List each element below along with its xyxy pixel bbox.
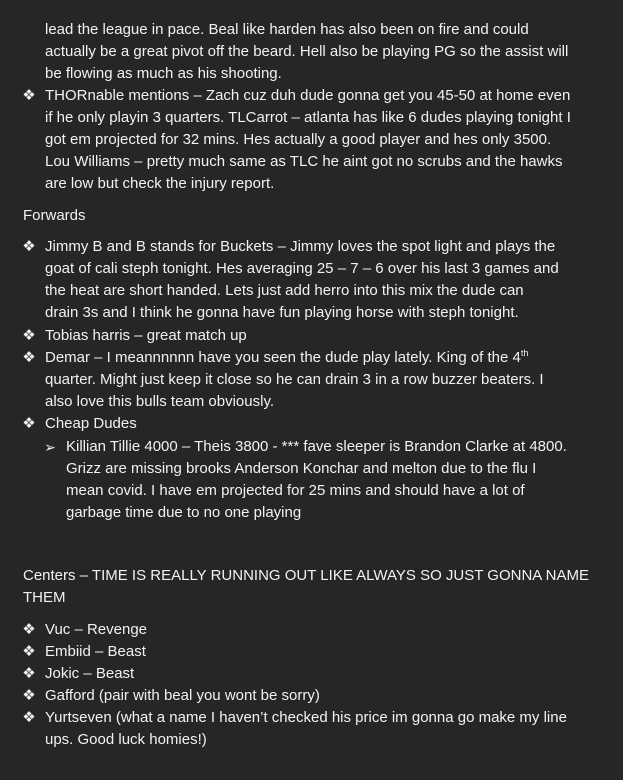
bullet-text-line: got em projected for 32 mins. Hes actually a good player and hes only 3500. [45, 131, 552, 148]
sub-bullet-text-line: garbage time due to no one playing [66, 504, 302, 521]
bullet-text-line: Tobias harris – great match up [45, 327, 247, 344]
sub-bullet-text-line: Killian Tillie 4000 – Theis 3800 - *** fave sleeper is Brandon Clarke at 4800. [66, 438, 567, 455]
paragraph-line: lead the league in pace. Beal like harden has also been on fire and could [45, 21, 529, 38]
superscript-th: th [520, 348, 529, 358]
sub-bullet-text-line: mean covid. I have em projected for 25 mins and should have a lot of [66, 482, 525, 499]
bullet-text-line: are low but check the injury report. [45, 175, 275, 192]
bullet-text-line: goat of cali steph tonight. Hes averaging 25 – 7 – 6 over his last 3 games and [45, 260, 559, 277]
section-heading-centers: THEM [23, 589, 66, 606]
bullet-text-line: Cheap Dudes [45, 415, 137, 432]
bullet-text-line: also love this bulls team obviously. [45, 393, 274, 410]
paragraph-line: be flowing as much as his shooting. [45, 65, 282, 82]
bullet-text-line: the heat are short handed. Lets just add herro into this mix the dude can [45, 282, 524, 299]
bullet-icon: ❖ [22, 238, 36, 255]
bullet-icon: ❖ [22, 709, 36, 726]
bullet-icon: ❖ [22, 415, 36, 432]
bullet-icon: ❖ [22, 349, 36, 366]
bullet-text-line: THORnable mentions – Zach cuz duh dude gonna get you 45-50 at home even [45, 87, 571, 104]
section-heading-forwards: Forwards [23, 207, 86, 224]
demar-line-text: Demar – I meannnnnn have you seen the dude play lately. King of the 4 [45, 349, 521, 366]
bullet-icon: ❖ [22, 687, 36, 704]
bullet-text-line: Lou Williams – pretty much same as TLC he aint got no scrubs and the hawks [45, 153, 563, 170]
paragraph-line: actually be a great pivot off the beard. Hell also be playing PG so the assist will [45, 43, 569, 60]
bullet-icon: ❖ [22, 665, 36, 682]
bullet-icon: ❖ [22, 87, 36, 104]
bullet-text-line: Gafford (pair with beal you wont be sorry) [45, 687, 320, 704]
bullet-icon: ❖ [22, 327, 36, 344]
bullet-text-line [45, 347, 528, 369]
bullet-text-line: Yurtseven (what a name I haven’t checked his price im gonna go make my line [45, 709, 567, 726]
bullet-text-line: Embiid – Beast [45, 643, 146, 660]
bullet-text-line: drain 3s and I think he gonna have fun playing horse with steph tonight. [45, 304, 519, 321]
bullet-text-line: if he only playin 3 quarters. TLCarrot – atlanta has like 6 dudes playing tonight I [45, 109, 571, 126]
bullet-icon: ❖ [22, 643, 36, 660]
bullet-text-line: ups. Good luck homies!) [45, 731, 207, 748]
arrow-bullet-icon: ➢ [44, 439, 56, 455]
bullet-text-line: Jimmy B and B stands for Buckets – Jimmy loves the spot light and plays the [45, 238, 556, 255]
section-heading-centers: Centers – TIME IS REALLY RUNNING OUT LIKE ALWAYS SO JUST GONNA NAME [23, 567, 589, 584]
bullet-icon: ❖ [22, 621, 36, 638]
sub-bullet-text-line: Grizz are missing brooks Anderson Konchar and melton due to the flu I [66, 460, 537, 477]
bullet-text-line: Jokic – Beast [45, 665, 135, 682]
bullet-text-line: Vuc – Revenge [45, 621, 148, 638]
bullet-text-line: quarter. Might just keep it close so he can drain 3 in a row buzzer beaters. I [45, 371, 544, 388]
